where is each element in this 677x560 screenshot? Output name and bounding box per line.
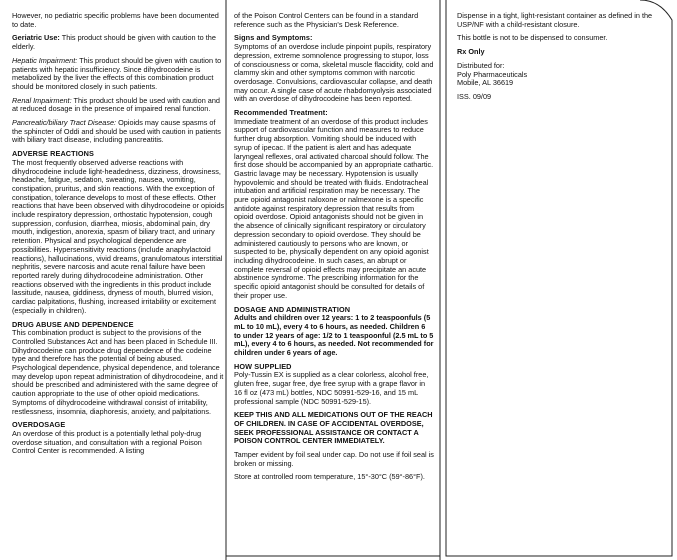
signs-symptoms-heading: Signs and Symptoms: [234,33,313,43]
pancreatic-text: Opioids may cause spasms of the sphincter of Oddi and should be used with caution in patients with biliary tract disease, including pancreatitis. [12,118,221,145]
distributed-for-label: Distributed for: [457,60,505,70]
column-right [457,12,662,107]
how-supplied-text: Poly-Tussin EX is supplied as a clear colorless, alcohol free, gluten free, sugar free, dye free syrup with a grape flavor in 16 fl oz (473 mL) bottles, NDC 50991-529-16, and 15 mL professional sample (NDC 50991-529-15). [234,370,429,406]
renal-paragraph [12,97,226,114]
hepatic-label: Hepatic Impairment: [12,55,78,65]
adverse-reactions-heading: ADVERSE REACTIONS [12,149,94,159]
keep-out-of-reach-warning: KEEP THIS AND ALL MEDICATIONS OUT OF THE REACH OF CHILDREN. IN CASE OF ACCIDENTAL OVERDOSE, SEEK PROFESSIONAL ASSISTANCE OR CONTACT A POISON CONTROL CENTER IMMEDIATELY. [234,410,433,446]
rx-only-label: Rx Only [457,47,485,57]
storage-text: Store at controlled room temperature, 15°-30°C (59°-86°F). [234,472,425,482]
column-middle [234,12,434,487]
pancreatic-paragraph [12,119,226,145]
overdosage-text: An overdose of this product is a potentially lethal poly-drug overdose situation, and consultation with a regional Poison Control Center is recommended. A listing [12,428,202,456]
renal-text: This product should be used with caution and at reduced dosage in the presence of impaired renal function. [12,95,220,114]
pediatric-paragraph: However, no pediatric specific problems have been documented to date. [12,11,219,29]
drug-abuse-heading: DRUG ABUSE AND DEPENDENCE [12,319,134,329]
how-supplied-heading: HOW SUPPLIED [234,361,292,371]
pancreatic-label: Pancreatic/biliary Tract Disease: [12,118,117,128]
column-left [12,12,226,461]
poison-control-paragraph: of the Poison Control Centers can be found in a standard reference such as the Physician's Desk Reference. [234,11,419,29]
renal-label: Renal Impairment: [12,95,72,105]
recommended-treatment-heading: Recommended Treatment: [234,108,328,118]
geriatric-label: Geriatric Use: [12,33,60,43]
geriatric-text: This product should be given with caution to the elderly. [12,33,216,52]
dispense-text: Dispense in a tight, light-resistant container as defined in the USP/NF with a child-resistant closure. [457,11,653,29]
issue-date: ISS. 09/09 [457,91,492,101]
recommended-treatment-text: Immediate treatment of an overdose of this product includes support of cardiovascular function and measures to reduce further drug absorption. Vomiting should be induced with syrup of ipecac. If the patient is alert and has adequate laryngeal reflexes, oral activated charcoal should follow. The first dose should be accompanied by an appropriate cathartic. Gastric lavage may be necessary. Hypotension is usually hypovolemic and should be treated with fluids. Endotracheal intubation and artificial respiration may be necessary. The pure opioid antagonist naloxone or nalmexone is a specific antidote against respiratory depression that results from opioid overdose. Opioid antagonists should not be given in the absence of clinically significant respiratory or circulatory depression secondary to opioid overdose. They should be administered cautiously to persons who are known, or suspected to be, physically dependent on any opioid agonist including dihydrocodeine. In such cases, an abrupt or complete reversal of opioid effects may precipitate an acute abstinence syndrome. The prescribing information for the specific opioid antagonist should be consulted for details of their proper use. [234,116,434,300]
hepatic-paragraph [12,57,226,92]
dosage-text: Adults and children over 12 years: 1 to 2 teaspoonfuls (5 mL to 10 mL), every 4 to 6 hours, as needed. Children 6 to under 12 years of age: 1/2 to 1 teaspoonful (2.5 mL to 5 mL), every 4 to 6 hours, as needed. Not recommended for children under 6 years of age. [234,313,434,358]
geriatric-paragraph [12,34,226,51]
dosage-heading: DOSAGE AND ADMINISTRATION [234,304,351,314]
hepatic-text: This product should be given with caution to patients with hepatic insufficiency. Since dihydrocodeine is metabolized by the liver the effects of this combination product should be monitored closely in such patients. [12,55,222,91]
bottle-notice: This bottle is not to be dispensed to consumer. [457,33,608,43]
distributed-for-block [457,62,662,88]
drug-abuse-text: This combination product is subject to the provisions of the Controlled Substances Act and has been placed in Schedule III. Dihydrocodeine can produce drug dependence of the codeine type and therefore has the potential of being abused. Psychological dependence, physical dependence, and tolerance may develop upon repeat administration of dihydrocodeine, and it should be prescribed and administered with the same degree of caution appropriate to the use of other opioid medications. Symptoms of dihydrocodeine withdrawal consist of irritability, restlessness, insomnia, diaphoresis, anxiety, and palpitations. [12,328,224,416]
company-name: Poly Pharmaceuticals [457,69,528,79]
company-city: Mobile, AL 36619 [457,78,514,88]
tamper-evident-text: Tamper evident by foil seal under cap. Do not use if foil seal is broken or missing. [234,450,434,468]
adverse-reactions-text: The most frequently observed adverse reactions with dihydrocodeine include light-headedness, dizziness, drowsiness, headache, fatigue, sedation, sweating, nausea, vomiting, constipation, pruritus, and skin reactions. With the exception of constipation, tolerance develops to most of these effects. Other reactions that have been observed with dihydrocodeine or opioids include respiratory depression, orthostatic hypotension, cough suppression, confusion, diarrhea, miosis, abdominal pain, dry mouth, indigestion, anorexia, spasm of biliary tract, and urinary retention. Physical and psychological dependence are possibilities. Hypersensitivity reactions (include anaphylactoid reactions), hallucinations, vivid dreams, granulomatous interstitial nephritis, severe narcosis and acute renal failure have been reported rarely during dihydrocodeine administration. Other reactions observed with the ingredients in this product include lassitude, nausea, giddiness, dryness of mouth, blurred vision, cardiac palpitations, flushing, increased irritability or excitement (especially in children). [12,157,225,315]
signs-symptoms-text: Symptoms of an overdose include pinpoint pupils, respiratory depression, extreme somnolence progressing to stupor, loss of consciousness or coma, skeletal muscle flaccidity, cold and clammy skin and other symptoms common with narcotic overdosage. Convulsions, cardiovascular collapse, and death may occur. A single case of acute rhabdomyolysis associated with an overdose of dihydrocodeine has been reported. [234,42,434,104]
overdosage-heading: OVERDOSAGE [12,420,66,430]
